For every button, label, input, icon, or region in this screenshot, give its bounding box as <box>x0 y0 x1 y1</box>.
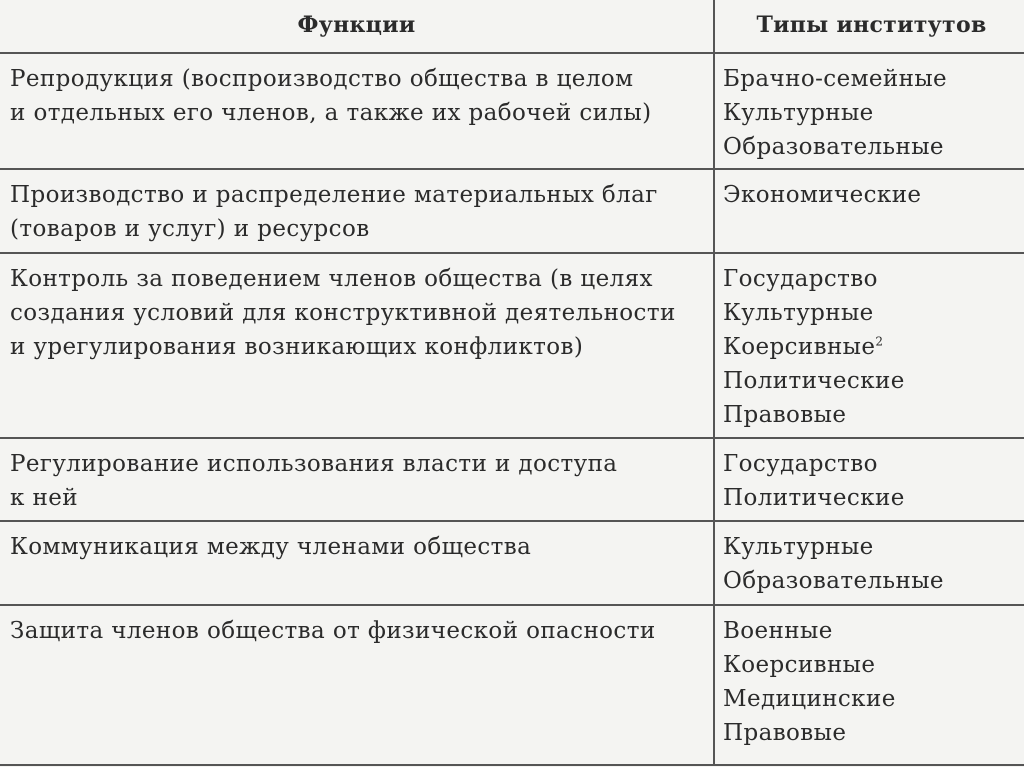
function-text: к ней <box>10 485 78 511</box>
institution-type: Правовые <box>723 720 847 746</box>
header-functions: Функции <box>0 0 714 53</box>
institution-type: Государство <box>723 451 878 477</box>
institution-type: Образовательные <box>723 568 944 594</box>
institution-type: Коерсивные <box>723 652 876 678</box>
function-text: Коммуникация между членами общества <box>10 534 532 560</box>
function-text: Производство и распределение материальных благ <box>10 182 658 208</box>
function-cell <box>0 438 714 521</box>
institution-type: Государство <box>723 266 878 292</box>
institution-type-with-footnote <box>723 330 1020 364</box>
table-row <box>0 605 1024 765</box>
institution-type: Брачно-семейные <box>723 66 948 92</box>
types-cell <box>714 169 1024 253</box>
institution-type: Политические <box>723 368 905 394</box>
function-text: создания условий для конструктивной деятельности <box>10 300 676 326</box>
types-cell <box>714 438 1024 521</box>
institution-type: Культурные <box>723 100 874 126</box>
institution-type: Правовые <box>723 402 847 428</box>
types-cell <box>714 253 1024 438</box>
header-institution-types: Типы институтов <box>714 0 1024 53</box>
function-text: и урегулирования возникающих конфликтов) <box>10 334 584 360</box>
types-cell <box>714 53 1024 169</box>
function-cell <box>0 53 714 169</box>
function-cell <box>0 169 714 253</box>
table-row <box>0 53 1024 169</box>
institution-type: Политические <box>723 485 905 511</box>
table-row <box>0 169 1024 253</box>
function-cell <box>0 605 714 765</box>
function-text: Репродукция (воспроизводство общества в целом <box>10 66 634 92</box>
function-cell <box>0 253 714 438</box>
function-text: Контроль за поведением членов общества (в целях <box>10 266 653 292</box>
function-text: (товаров и услуг) и ресурсов <box>10 216 370 242</box>
table-row <box>0 521 1024 605</box>
header-row <box>0 0 1024 53</box>
institution-type: Коерсивные <box>723 334 876 360</box>
footnote-marker: 2 <box>875 334 884 349</box>
function-text: и отдельных его членов, а также их рабочей силы) <box>10 100 652 126</box>
institution-type: Культурные <box>723 534 874 560</box>
table-row <box>0 438 1024 521</box>
function-text: Регулирование использования власти и доступа <box>10 451 618 477</box>
institution-type: Образовательные <box>723 134 944 160</box>
function-text: Защита членов общества от физической опасности <box>10 618 656 644</box>
table-row <box>0 253 1024 438</box>
institution-type: Медицинские <box>723 686 896 712</box>
institution-type: Военные <box>723 618 833 644</box>
types-cell <box>714 521 1024 605</box>
institution-type: Культурные <box>723 300 874 326</box>
types-cell <box>714 605 1024 765</box>
institution-type: Экономические <box>723 182 922 208</box>
function-cell <box>0 521 714 605</box>
